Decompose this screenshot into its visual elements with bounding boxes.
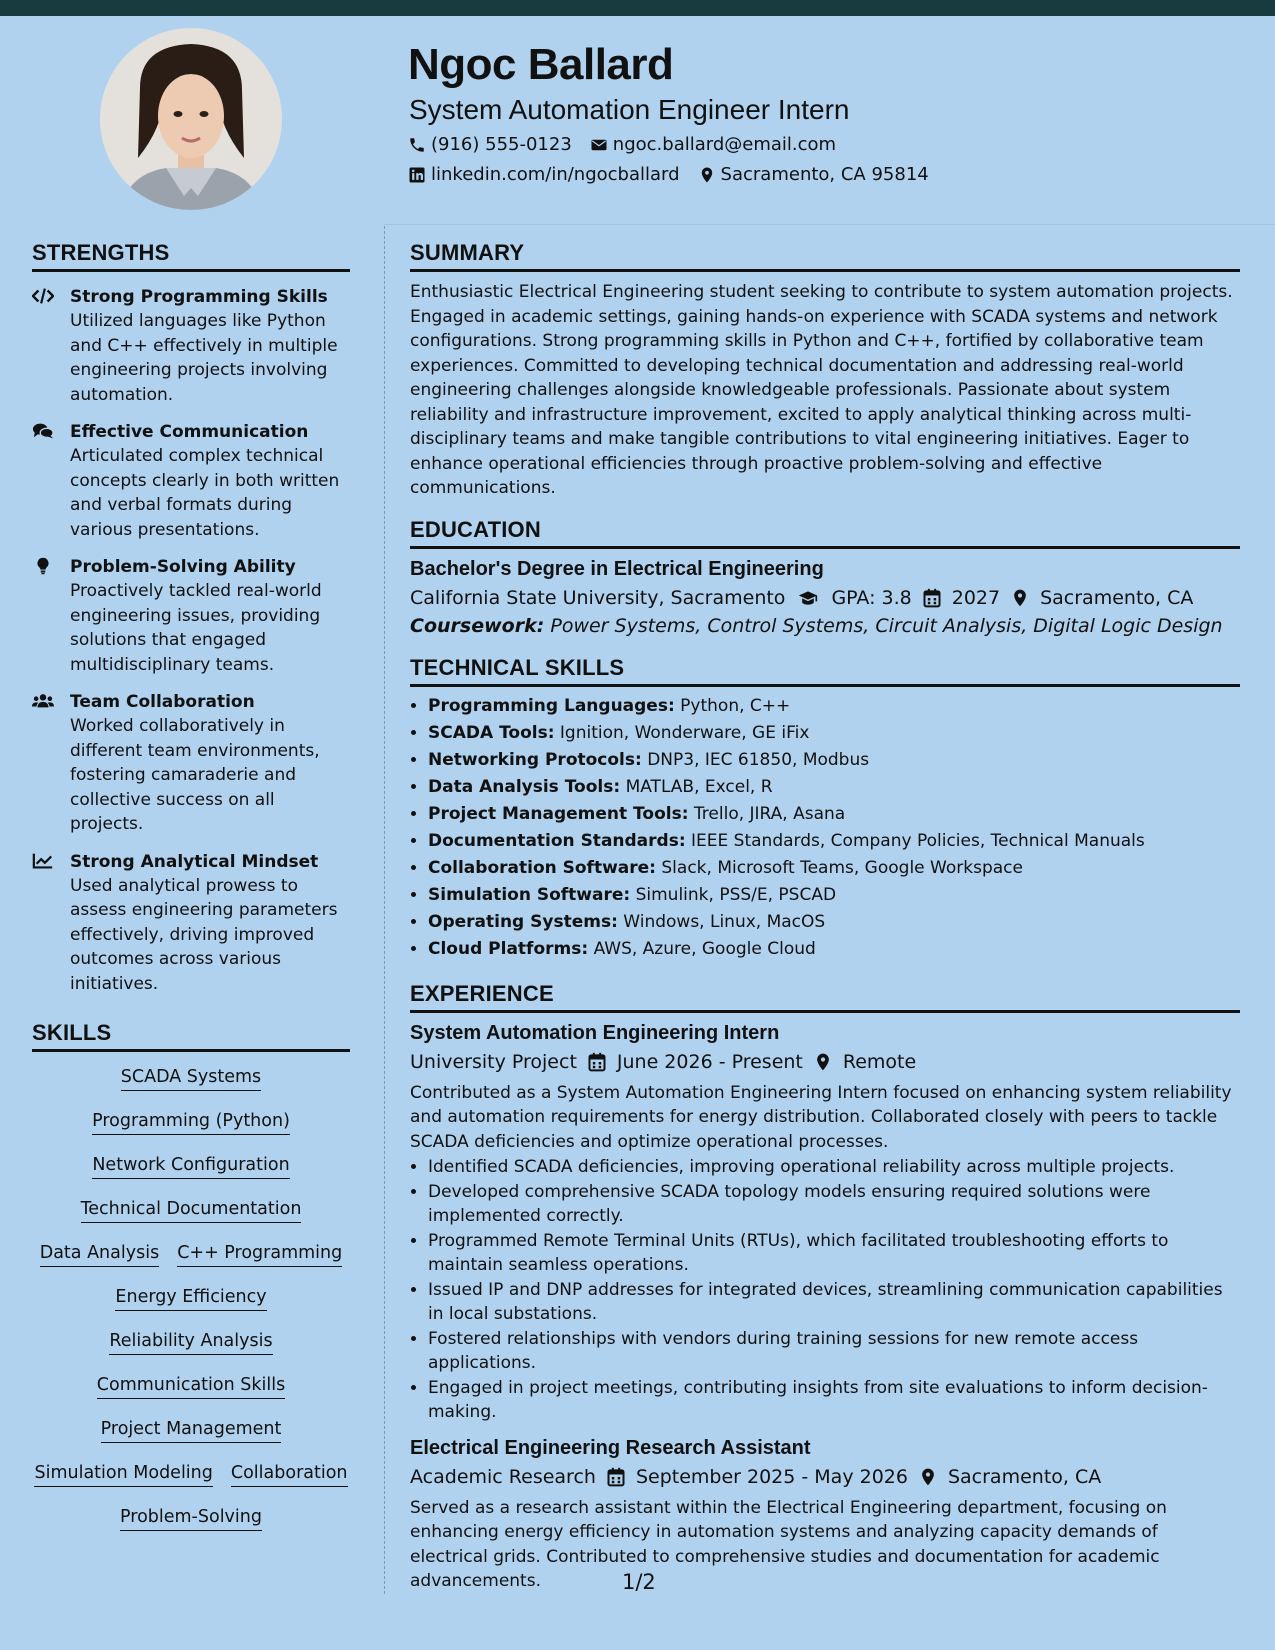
skills-heading: SKILLS — [32, 1020, 350, 1052]
skill-label: Collaboration Software: — [428, 857, 656, 878]
list-item — [428, 909, 1240, 936]
skill-value: Simulink, PSS/E, PSCAD — [635, 884, 837, 905]
coursework-list: Power Systems, Control Systems, Circuit Analysis, Digital Logic Design — [550, 614, 1223, 637]
skill-tag: Data Analysis — [40, 1242, 159, 1267]
header-divider — [384, 224, 1275, 225]
skill-label: Cloud Platforms: — [428, 938, 589, 959]
skill-tag: Technical Documentation — [81, 1198, 302, 1223]
phone-icon — [408, 136, 426, 154]
location-text: Sacramento, CA 95814 — [720, 164, 929, 185]
skill-label: Simulation Software: — [428, 884, 631, 905]
comments-icon — [32, 422, 54, 440]
skill-value: IEEE Standards, Company Policies, Technical Manuals — [691, 830, 1145, 851]
linkedin-icon — [408, 166, 426, 184]
skill-label: Networking Protocols: — [428, 749, 642, 770]
job-org: Academic Research — [410, 1465, 596, 1488]
contact-linkedin[interactable] — [408, 164, 680, 185]
skill-value: Ignition, Wonderware, GE iFix — [559, 722, 810, 743]
skill-tag: Reliability Analysis — [109, 1330, 272, 1355]
graduation-year: 2027 — [951, 586, 1001, 609]
skill-label: Operating Systems: — [428, 911, 618, 932]
strength-desc: Articulated complex technical concepts clearly in both written and verbal formats during various presentations. — [70, 446, 340, 540]
skill-label: Project Management Tools: — [428, 803, 689, 824]
skill-value: Slack, Microsoft Teams, Google Workspace — [661, 857, 1023, 878]
lightbulb-icon — [32, 557, 54, 575]
strength-item — [32, 555, 350, 677]
school-name: California State University, Sacramento — [410, 586, 786, 609]
skill-tag: C++ Programming — [177, 1242, 342, 1267]
experience-heading: EXPERIENCE — [410, 981, 1240, 1013]
left-column — [32, 240, 350, 1550]
contact-location — [698, 164, 929, 185]
coursework — [410, 615, 1240, 637]
contact-row-2 — [408, 164, 929, 185]
envelope-icon — [590, 136, 608, 154]
contact-email[interactable] — [590, 134, 836, 155]
skill-tag: Project Management — [101, 1418, 282, 1443]
linkedin-text: linkedin.com/in/ngocballard — [431, 164, 680, 185]
strength-item — [32, 690, 350, 837]
strengths-heading: STRENGTHS — [32, 240, 350, 272]
skill-value: AWS, Azure, Google Cloud — [593, 938, 816, 959]
list-item — [428, 693, 1240, 720]
skill-tag: Communication Skills — [97, 1374, 285, 1399]
skill-tag: Energy Efficiency — [115, 1286, 266, 1311]
strength-item — [32, 420, 350, 542]
map-marker-icon — [1010, 588, 1030, 608]
contact-row-1 — [408, 134, 836, 155]
strength-title: Effective Communication — [70, 422, 309, 442]
list-item: • Developed comprehensive SCADA topology models ensuring required solutions were implemented correctly. — [428, 1180, 1240, 1229]
strength-desc: Used analytical prowess to assess engineering parameters effectively, driving improved outcomes across various initiatives. — [70, 875, 338, 994]
strength-title: Problem-Solving Ability — [70, 557, 296, 577]
skill-tag: Programming (Python) — [92, 1110, 290, 1135]
strength-desc: Proactively tackled real-world engineering issues, providing solutions that engaged multidisciplinary teams. — [70, 581, 322, 675]
email-text: ngoc.ballard@email.com — [612, 134, 837, 155]
strength-item — [32, 850, 350, 997]
job-bullets — [410, 1155, 1240, 1425]
contact-phone — [408, 134, 572, 155]
list-item — [428, 774, 1240, 801]
skill-tag: Network Configuration — [92, 1154, 289, 1179]
list-item: • Identified SCADA deficiencies, improving operational reliability across multiple projects. — [428, 1155, 1240, 1180]
strength-desc: Utilized languages like Python and C++ effectively in multiple engineering projects involving automation. — [70, 311, 338, 405]
job-description: Served as a research assistant within the Electrical Engineering department, focusing on enhancing energy efficiency in automation systems and analyzing capacity demands of electrical grids. Contributed to comprehensive studies and documentation for academic advancements. — [410, 1497, 1167, 1591]
graduation-cap-icon — [795, 588, 821, 608]
profile-photo — [100, 28, 282, 210]
skill-label: Programming Languages: — [428, 695, 675, 716]
job-title: System Automation Engineering Intern — [410, 1021, 780, 1044]
column-divider — [384, 226, 385, 1594]
skill-value: Windows, Linux, MacOS — [623, 911, 826, 932]
strength-item — [32, 285, 350, 407]
skill-label: SCADA Tools: — [428, 722, 555, 743]
skill-tag: Collaboration — [231, 1462, 348, 1487]
skill-value: MATLAB, Excel, R — [625, 776, 773, 797]
job-org: University Project — [410, 1050, 577, 1073]
candidate-title: System Automation Engineer Intern — [409, 94, 850, 125]
strength-title: Strong Programming Skills — [70, 287, 328, 307]
job-location: Remote — [842, 1050, 917, 1073]
job-description: Contributed as a System Automation Engineering Intern focused on enhancing system reliability and automation requirements for energy distribution. Collaborated closely with peers to tackle SCADA deficiencies and optimize operational processes. — [410, 1082, 1232, 1152]
calendar-icon — [922, 588, 942, 608]
list-item: • Fostered relationships with vendors during training sessions for new remote access applications. — [428, 1327, 1240, 1376]
education-heading: EDUCATION — [410, 517, 1240, 549]
gpa: GPA: 3.8 — [831, 586, 912, 609]
candidate-name: Ngoc Ballard — [408, 40, 674, 89]
calendar-icon — [606, 1467, 626, 1487]
list-item — [428, 828, 1240, 855]
code-icon — [32, 287, 54, 305]
calendar-icon — [587, 1052, 607, 1072]
list-item — [428, 747, 1240, 774]
strength-title: Team Collaboration — [70, 692, 255, 712]
chart-line-icon — [32, 852, 54, 870]
job-dates: September 2025 - May 2026 — [635, 1465, 908, 1488]
skill-tag: Simulation Modeling — [34, 1462, 212, 1487]
technical-skills-heading: TECHNICAL SKILLS — [410, 655, 1240, 687]
skill-value: Trello, JIRA, Asana — [693, 803, 846, 824]
education-meta — [410, 587, 1240, 609]
list-item — [428, 855, 1240, 882]
skills-list — [32, 1066, 350, 1550]
right-column — [410, 240, 1240, 1594]
list-item — [428, 936, 1240, 963]
job-location: Sacramento, CA — [947, 1465, 1102, 1488]
skill-value: DNP3, IEC 61850, Modbus — [647, 749, 870, 770]
summary-heading: SUMMARY — [410, 240, 1240, 272]
job-meta — [410, 1051, 1240, 1073]
list-item — [428, 801, 1240, 828]
phone-text: (916) 555-0123 — [431, 134, 572, 155]
degree-title: Bachelor's Degree in Electrical Engineering — [410, 557, 824, 580]
list-item: • Issued IP and DNP addresses for integrated devices, streamlining communication capabilities in local substations. — [428, 1278, 1240, 1327]
map-marker-icon — [813, 1052, 833, 1072]
job-title: Electrical Engineering Research Assistant — [410, 1436, 811, 1459]
page-number: 1/2 — [622, 1570, 656, 1594]
job-dates: June 2026 - Present — [616, 1050, 803, 1073]
summary-text: Enthusiastic Electrical Engineering student seeking to contribute to system automation projects. Engaged in academic settings, gaining hands-on experience with SCADA systems and network configurations. Strong programming skills in Python and C++, fortified by collaborative team experiences. Committed to developing technical documentation and addressing real-world engineering challenges alongside knowledgeable professionals. Passionate about system reliability and infrastructure improvement, excited to apply analytical thinking across multi-disciplinary teams and make tangible contributions to vital engineering initiatives. Eager to enhance operational efficiencies through proactive problem-solving and effective communications. — [410, 282, 1233, 498]
education-location: Sacramento, CA — [1040, 586, 1194, 609]
skill-value: Python, C++ — [680, 695, 791, 716]
strength-title: Strong Analytical Mindset — [70, 851, 319, 872]
map-marker-icon — [698, 166, 716, 184]
list-item — [428, 720, 1240, 747]
job-meta — [410, 1466, 1240, 1488]
skill-label: Documentation Standards: — [428, 830, 686, 851]
top-bar — [0, 0, 1275, 16]
skill-tag: SCADA Systems — [121, 1066, 261, 1091]
list-item: • Programmed Remote Terminal Units (RTUs), which facilitated troubleshooting efforts to maintain seamless operations. — [428, 1229, 1240, 1278]
coursework-label: Coursework: — [410, 614, 545, 637]
users-icon — [32, 692, 54, 710]
skill-tag: Problem-Solving — [120, 1506, 262, 1531]
list-item: • Engaged in project meetings, contributing insights from site evaluations to inform decision-making. — [428, 1376, 1240, 1425]
map-marker-icon — [918, 1467, 938, 1487]
strength-desc: Worked collaboratively in different team environments, fostering camaraderie and collective success on all projects. — [70, 716, 320, 834]
list-item — [428, 882, 1240, 909]
technical-skills-list — [410, 693, 1240, 963]
skill-label: Data Analysis Tools: — [428, 776, 621, 797]
